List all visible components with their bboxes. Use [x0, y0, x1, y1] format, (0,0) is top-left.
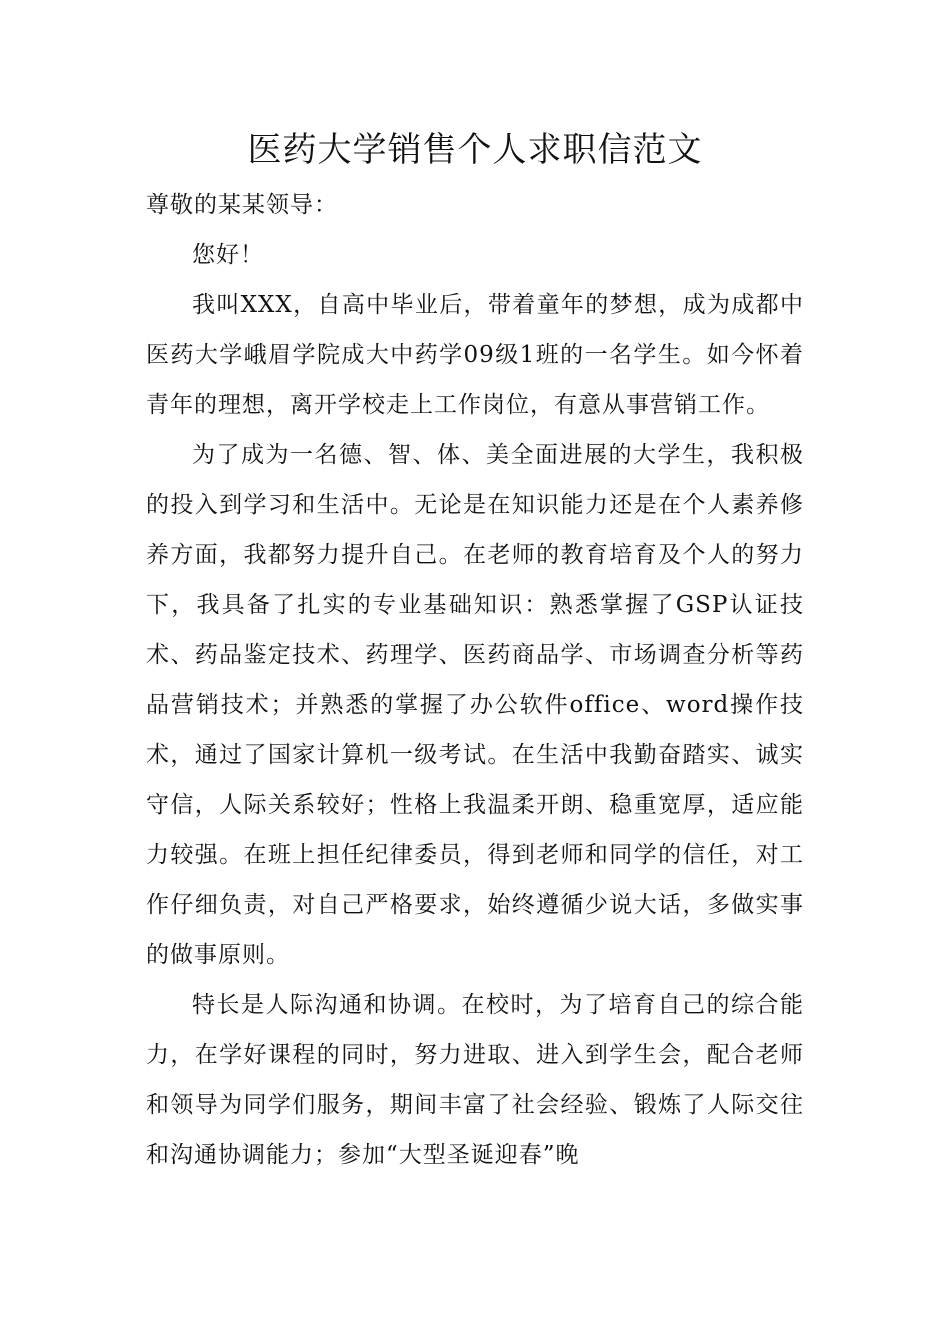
greeting: 您好！ [192, 242, 264, 268]
paragraph-qualifications: 为了成为一名德、智、体、美全面进展的大学生，我积极的投入到学习和生活中。无论是在知识能力还是在个人素养修养方面，我都努力提升自己。在老师的教育培育及个人的努力下，我具备了扎实的专业基础知识：熟悉掌握了GSP认证技术、药品鉴定技术、药理学、医药商品学、市场调查分析等药品营销技术；并熟悉的掌握了办公软件office、word操作技术，通过了国家计算机一级考试。在生活中我勤奋踏实、诚实守信，人际关系较好；性格上我温柔开朗、稳重宽厚，适应能力较强。在班上担任纪律委员，得到老师和同学的信任，对工作仔细负责，对自己严格要求，始终遵循少说大话，多做实事的做事原则。 [146, 442, 804, 968]
document-title: 医药大学销售个人求职信范文 [247, 130, 703, 170]
paragraph-strengths: 特长是人际沟通和协调。在校时，为了培育自己的综合能力，在学好课程的同时，努力进取、进入到学生会，配合老师和领导为同学们服务，期间丰富了社会经验、锻炼了人际交往和沟通协调能力；参加“大型圣诞迎春”晚 [146, 992, 804, 1168]
paragraph-intro: 我叫XXX，自高中毕业后，带着童年的梦想，成为成都中医药大学峨眉学院成大中药学09级1班的一名学生。如今怀着青年的理想，离开学校走上工作岗位，有意从事营销工作。 [146, 292, 804, 418]
salutation: 尊敬的某某领导： [146, 192, 338, 218]
